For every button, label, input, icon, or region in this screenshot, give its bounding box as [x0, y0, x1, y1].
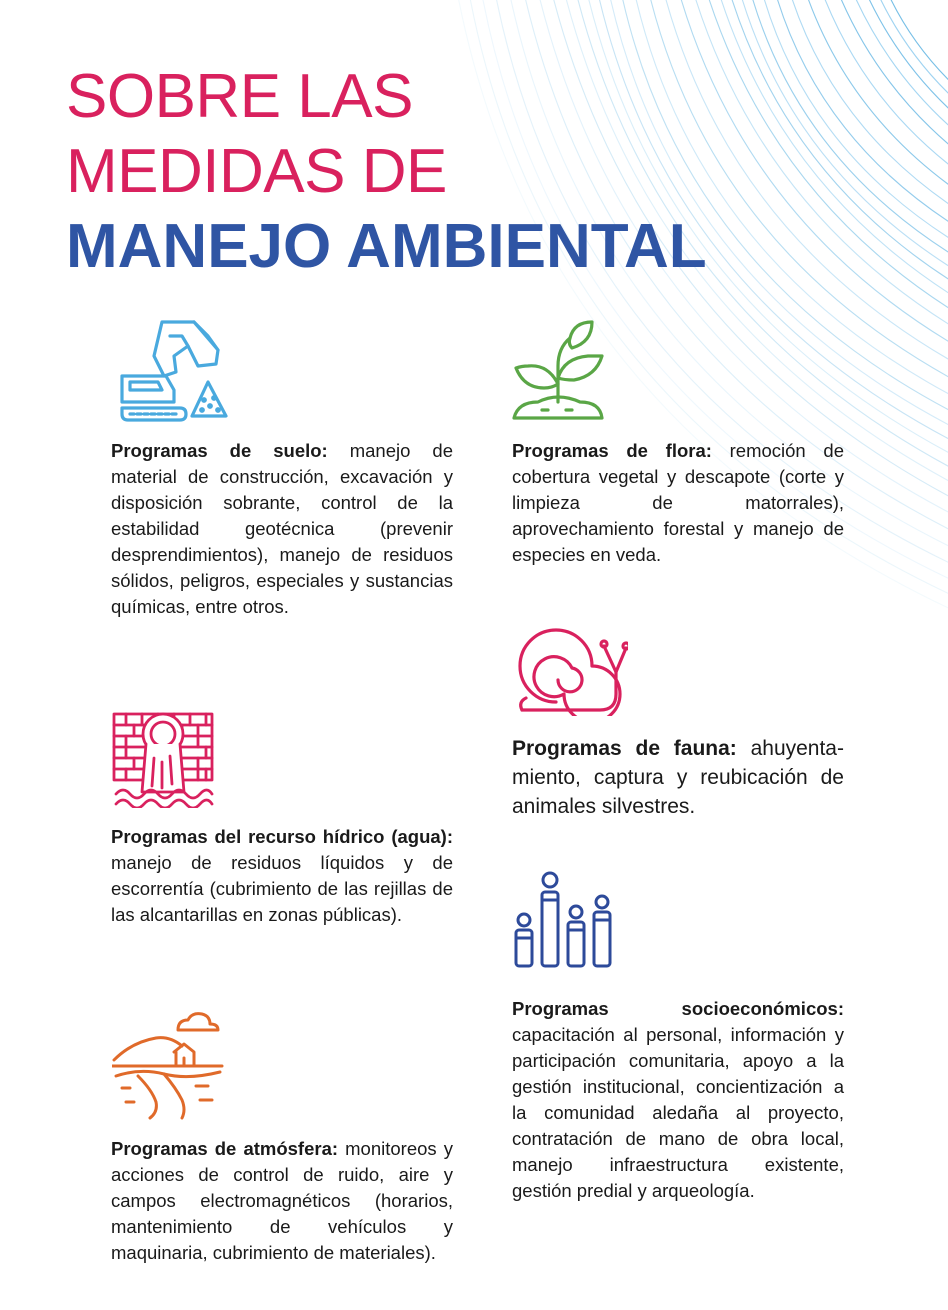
- program-description: capacitación al personal, información y participación comunitaria, apoyo a la gestión institucional, concientización a la comunidad aledaña al proyecto, contratación de mano de obra local, manejo infraestructura existente, gestión predial y arqueología.: [512, 1024, 844, 1201]
- program-heading: Programas de suelo:: [111, 440, 328, 461]
- program-suelo: [111, 438, 453, 620]
- excavator-icon: [118, 316, 236, 426]
- program-fauna: [512, 734, 844, 821]
- program-hidrico: [111, 824, 453, 928]
- wave-line: [669, 0, 948, 418]
- wave-line: [795, 0, 948, 268]
- program-heading: Programas de fauna:: [512, 737, 737, 760]
- program-heading: Programas de atmósfera:: [111, 1138, 339, 1159]
- program-heading: Programas socioeconómicos:: [512, 998, 844, 1019]
- landscape-cloud-icon: [112, 1012, 224, 1120]
- wave-line: [744, 0, 948, 328]
- program-heading: Programas del recurso hídrico (agua):: [111, 826, 453, 847]
- title-line-1: SOBRE LAS: [66, 62, 413, 131]
- title-line-3: MANEJO AMBIENTAL: [66, 212, 707, 281]
- program-socioeconomicos: [512, 996, 844, 1204]
- program-heading: Programas de flora:: [512, 440, 712, 461]
- program-description: ahuyenta-miento, captura y reubicación de animales silvestres.: [512, 737, 844, 818]
- wave-line: [782, 0, 948, 283]
- program-description: manejo de material de construcción, excavación y disposición sobrante, control de la estabilidad geotécnica (prevenir desprendimientos), manejo de residuos sólidos, peligros, especiales y sustancias químicas, entre otros.: [111, 440, 453, 617]
- wave-line: [832, 0, 948, 223]
- program-description: manejo de residuos líquidos y de escorrentía (cubrimiento de las rejillas de las alcantarillas en zonas públicas).: [111, 852, 453, 925]
- program-atmosfera: [111, 1136, 453, 1266]
- program-description: monitoreos y acciones de control de ruido, aire y campos electromagnéticos (horarios, mantenimiento de vehículos y maquinaria, cubrimiento de materiales).: [111, 1138, 453, 1263]
- drain-pipe-icon: [112, 712, 214, 808]
- plant-sprout-icon: [508, 318, 608, 424]
- snail-icon: [512, 628, 628, 716]
- title-line-2: MEDIDAS DE: [66, 137, 447, 206]
- wave-line: [681, 0, 948, 403]
- program-description: remoción de cobertura vegetal y descapote (corte y limpieza de matorrales), aprovechamiento forestal y manejo de especies en veda.: [512, 440, 844, 565]
- wave-line: [845, 0, 948, 208]
- program-flora: [512, 438, 844, 568]
- people-pillars-icon: [512, 868, 616, 970]
